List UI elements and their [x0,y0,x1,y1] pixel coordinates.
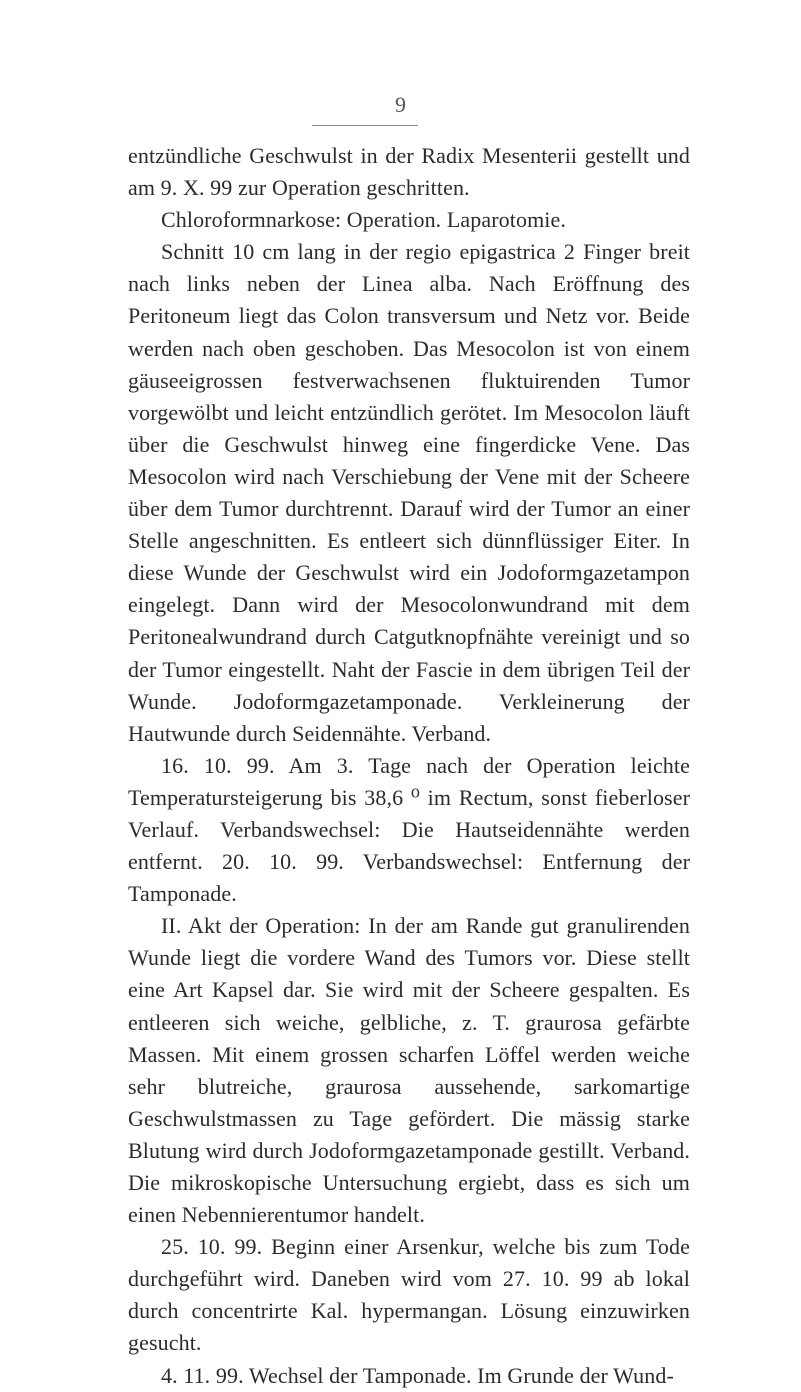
header-rule [312,125,418,126]
paragraph: 4. 11. 99. Wechsel der Tamponade. Im Grunde der Wund- [161,1362,674,1388]
body-text [128,140,690,1392]
paragraph: 16. 10. 99. Am 3. Tage nach der Operation leichte Temperatursteigerung bis 38,6 ⁰ im Rectum, sonst fieberloser Verlauf. Verbandswechsel: Die Hautseidennähte werden entfernt. 20. 10. 99. Verbandswechsel: Entfernung der Tamponade. [128,752,690,907]
paragraph: Chloroformnarkose: Operation. Laparotomie. [161,207,566,233]
paragraph: II. Akt der Operation: In der am Rande gut granulirenden Wunde liegt die vordere Wand des Tumors vor. Diese stellt eine Art Kapsel dar. Sie wird mit der Scheere gespalten. Es entleeren sich weiche, gelbliche, z. T. graurosa gefärbte Massen. Mit einem grossen scharfen Löffel werden weiche sehr blutreiche, graurosa aussehende, sarkomartige Geschwulstmassen zu Tage gefördert. Die mässig starke Blutung wird durch Jodoformgazetamponade gestillt. Verband. Die mikroskopische Untersuchung ergiebt, dass es sich um einen Nebennierentumor handelt. [128,913,690,1228]
paragraph: 25. 10. 99. Beginn einer Arsenkur, welche bis zum Tode durchgeführt wird. Daneben wird vom 27. 10. 99 ab lokal durch concentrirte Kal. hypermangan. Lösung einzuwirken gesucht. [128,1234,690,1356]
paragraph: Schnitt 10 cm lang in der regio epigastrica 2 Finger breit nach links neben der Linea alba. Nach Eröffnung des Peritoneum liegt das Colon transversum und Netz vor. Beide werden nach oben geschoben. Das Mesocolon ist von einem gäuseeigrossen festverwachsenen fluktuirenden Tumor vorgewölbt und leicht entzündlich gerötet. Im Mesocolon läuft über die Geschwulst hinweg eine fingerdicke Vene. Das Mesocolon wird nach Verschiebung der Vene mit der Scheere über dem Tumor durchtrennt. Darauf wird der Tumor an einer Stelle angeschnitten. Es entleert sich dünnflüssiger Eiter. In diese Wunde der Geschwulst wird ein Jodoformgazetampon eingelegt. Dann wird der Mesocolonwundrand mit dem Peritonealwundrand durch Catgutknopfnähte vereinigt und so der Tumor eingestellt. Naht der Fascie in dem übrigen Teil der Wunde. Jodoformgazetamponade. Verkleinerung der Hautwunde durch Seidennähte. Verband. [128,239,690,746]
paragraph: entzündliche Geschwulst in der Radix Mesenterii gestellt und am 9. X. 99 zur Operation geschritten. [128,143,690,201]
page-number: 9 [395,92,406,117]
